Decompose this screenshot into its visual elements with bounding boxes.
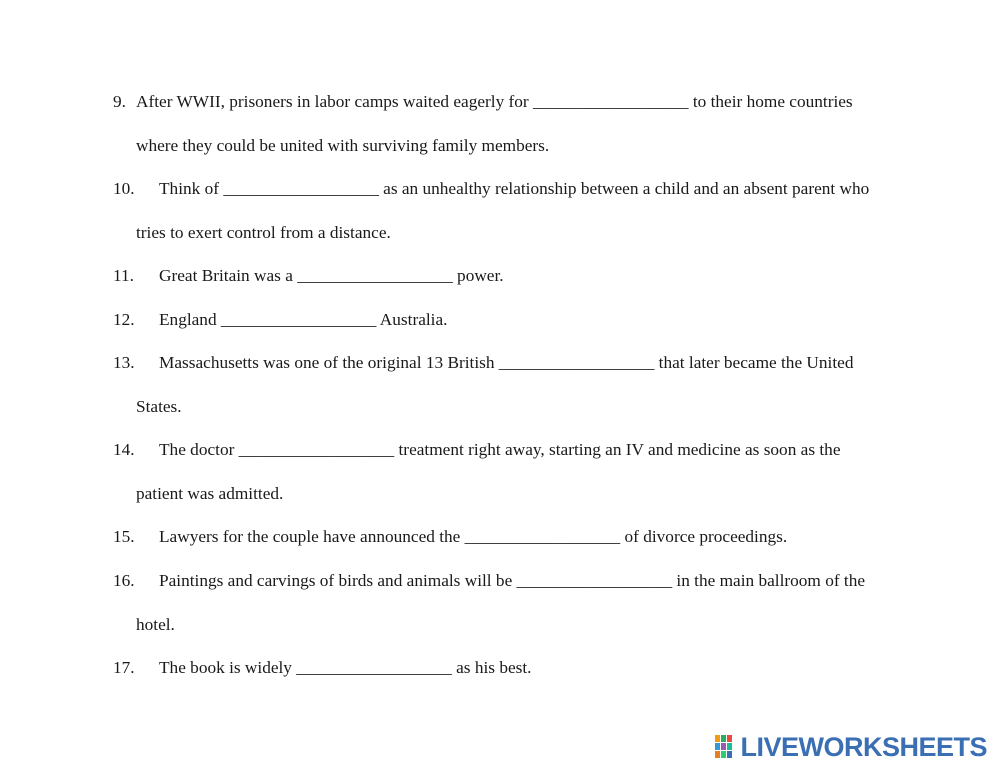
question-text: Think of __________________ as an unhealthy relationship between a child and an absent parent who <box>159 179 870 198</box>
question-number: 16. <box>113 571 135 590</box>
question-text-continuation: tries to exert control from a distance. <box>136 223 391 242</box>
question-number: 15. <box>113 527 135 546</box>
question-text: Paintings and carvings of birds and animals will be __________________ in the main ballroom of the <box>159 571 866 590</box>
question-text: Lawyers for the couple have announced the __________________ of divorce proceedings. <box>159 527 788 546</box>
question-text: The doctor __________________ treatment right away, starting an IV and medicine as soon as the <box>159 440 841 459</box>
question-number: 12. <box>113 310 135 329</box>
liveworksheets-watermark <box>715 732 987 762</box>
question-text-continuation: hotel. <box>136 615 175 634</box>
question-text-continuation: where they could be united with surviving family members. <box>136 136 550 155</box>
question-text-continuation: States. <box>136 397 182 416</box>
question-number: 17. <box>113 658 135 677</box>
question-number: 14. <box>113 440 135 459</box>
question-text-continuation: patient was admitted. <box>136 484 284 503</box>
question-text: Great Britain was a __________________ power. <box>159 266 504 285</box>
question-number: 10. <box>113 179 135 198</box>
liveworksheets-logo-icon <box>715 735 737 759</box>
question-text: Massachusetts was one of the original 13 British __________________ that later became the United <box>159 353 854 372</box>
question-number: 11. <box>113 266 134 285</box>
question-text: The book is widely __________________ as his best. <box>159 658 532 677</box>
question-text: England __________________ Australia. <box>159 310 448 329</box>
question-number: 13. <box>113 353 135 372</box>
liveworksheets-brand-text: LIVEWORKSHEETS <box>740 732 987 762</box>
question-text: After WWII, prisoners in labor camps waited eagerly for __________________ to their home countries <box>136 92 853 111</box>
question-number: 9. <box>113 92 126 111</box>
